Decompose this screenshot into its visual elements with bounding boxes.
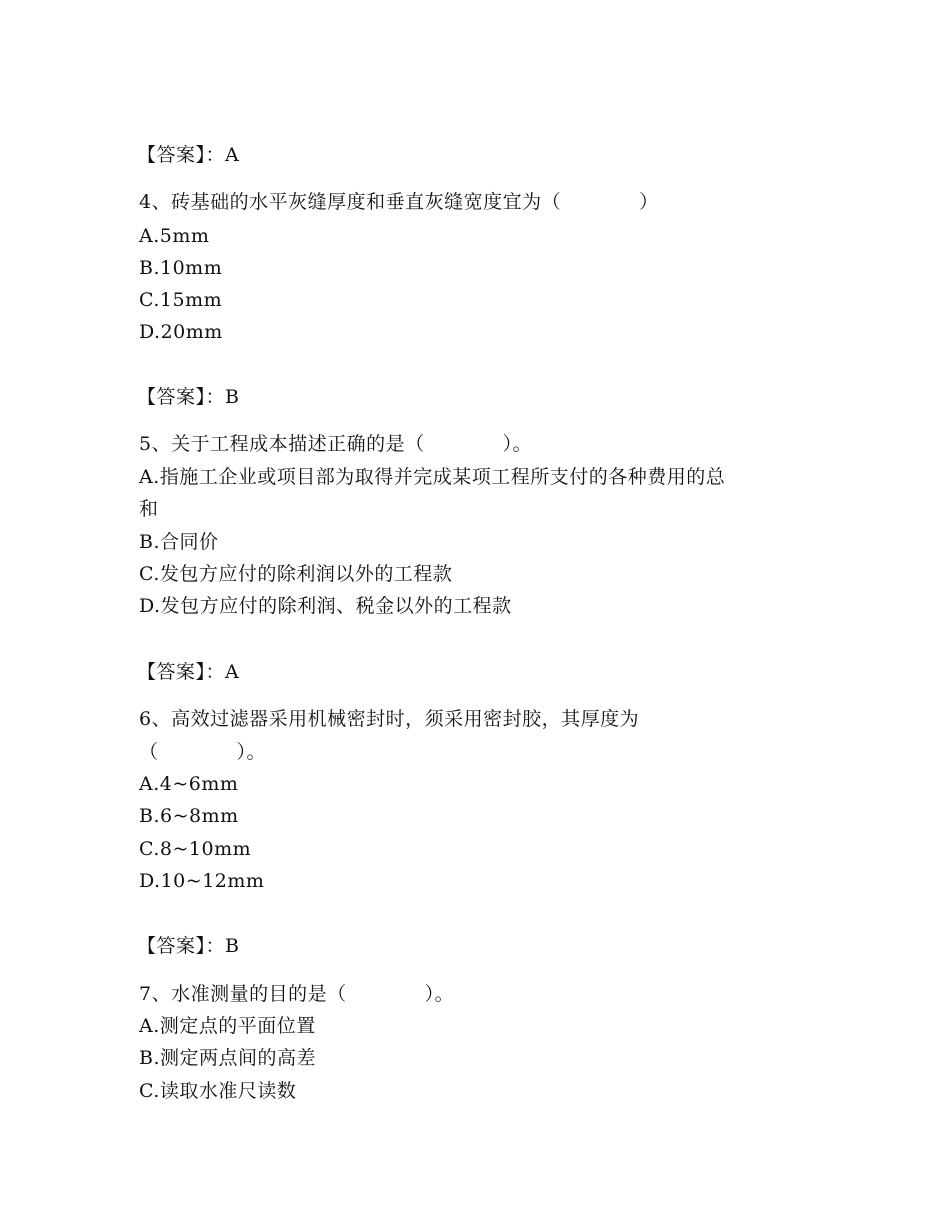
answer-line-q3: 【答案】：A xyxy=(137,144,240,166)
question-4-option-c: C.15mm xyxy=(139,289,223,311)
question-4-option-a: A.5mm xyxy=(139,225,210,247)
question-6-stem-cont: （ ）。 xyxy=(139,741,267,763)
question-5-option-a: A.指施工企业或项目部为取得并完成某项工程所支付的各种费用的总 xyxy=(139,466,726,488)
question-6-option-a: A.4~6mm xyxy=(139,773,239,795)
question-7-option-c: C.读取水准尺读数 xyxy=(139,1080,297,1102)
question-6-option-b: B.6~8mm xyxy=(139,805,239,827)
question-7-stem: 7、水准测量的目的是（ ）。 xyxy=(139,983,455,1005)
question-4-option-d: D.20mm xyxy=(139,321,223,343)
question-5-option-c: C.发包方应付的除利润以外的工程款 xyxy=(139,563,453,585)
question-6-option-d: D.10~12mm xyxy=(139,870,265,892)
question-4-stem: 4、砖基础的水平灰缝厚度和垂直灰缝宽度宜为（ ） xyxy=(139,191,659,213)
question-6-stem: 6、高效过滤器采用机械密封时，须采用密封胶，其厚度为 xyxy=(139,708,640,730)
question-7-option-a: A.测定点的平面位置 xyxy=(139,1015,316,1037)
question-5-option-d: D.发包方应付的除利润、税金以外的工程款 xyxy=(139,595,512,617)
question-6-option-c: C.8~10mm xyxy=(139,838,252,860)
answer-line-q4: 【答案】：B xyxy=(137,386,240,408)
question-4-option-b: B.10mm xyxy=(139,257,223,279)
answer-line-q5: 【答案】：A xyxy=(137,661,240,683)
question-5-stem: 5、关于工程成本描述正确的是（ ）。 xyxy=(139,433,533,455)
question-7-option-b: B.测定两点间的高差 xyxy=(139,1047,317,1069)
question-5-option-a-cont: 和 xyxy=(139,498,159,520)
answer-line-q6: 【答案】：B xyxy=(137,935,240,957)
question-5-option-b: B.合同价 xyxy=(139,531,219,553)
